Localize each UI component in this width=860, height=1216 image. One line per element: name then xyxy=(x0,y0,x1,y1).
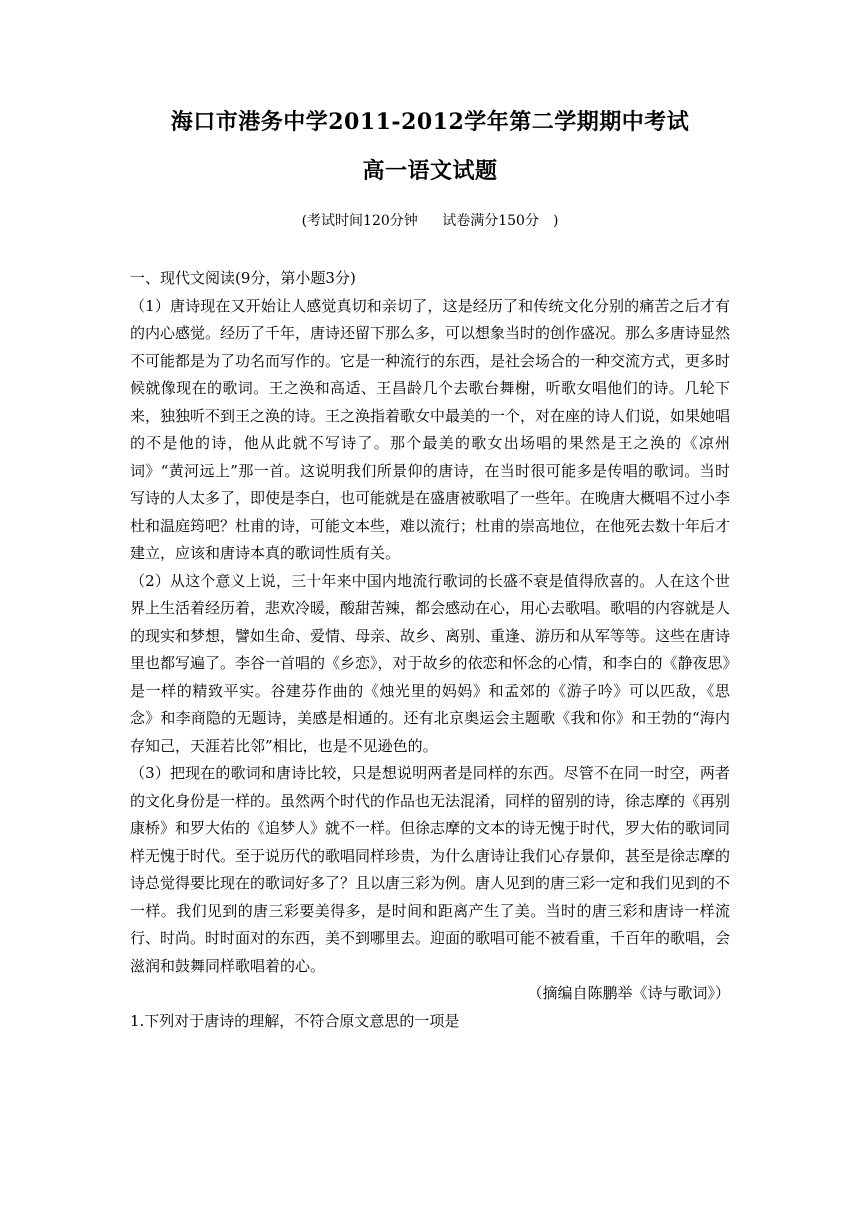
paragraph-3: （3）把现在的歌词和唐诗比较，只是想说明两者是同样的东西。尽管不在同一时空，两者的文化身份是一样的。虽然两个时代的作品也无法混淆，同样的留别的诗，徐志摩的《再别康桥》和罗大佑的《追梦人》就不一样。但徐志摩的文本的诗无愧于时代，罗大佑的歌词同样无愧于时代。至于说历代的歌唱同样珍贵，为什么唐诗让我们心存景仰，甚至是徐志摩的诗总觉得要比现在的歌词好多了？且以唐三彩为例。唐人见到的唐三彩一定和我们见到的不一样。我们见到的唐三彩要美得多，是时间和距离产生了美。当时的唐三彩和唐诗一样流行、时尚。时时面对的东西，美不到哪里去。迎面的歌唱可能不被看重，千百年的歌唱，会滋润和鼓舞同样歌唱着的心。 xyxy=(130,764,731,975)
full-score: 试卷满分150分 ) xyxy=(442,213,559,229)
exam-info xyxy=(0,210,860,230)
exam-subtitle: 高一语文试题 xyxy=(362,158,498,184)
exam-title: 海口市港务中学2011-2012学年第二学期期中考试 xyxy=(170,109,690,135)
paragraph-2: （2）从这个意义上说，三十年来中国内地流行歌词的长盛不衰是值得欣喜的。人在这个世界上生活着经历着，悲欢冷暖，酸甜苦辣，都会感动在心，用心去歌唱。歌唱的内容就是人的现实和梦想，譬如生命、爱情、母亲、故乡、离别、重逢、游历和从军等等。这些在唐诗里也都写遍了。李谷一首唱的《乡恋》，对于故乡的依恋和怀念的心情，和李白的《静夜思》是一样的精致平实。谷建芬作曲的《烛光里的妈妈》和孟郊的《游子吟》可以匹敌，《思念》和李商隐的无题诗，美感是相通的。还有北京奥运会主题歌《我和你》和王勃的“海内存知己，天涯若比邻”相比，也是不见逊色的。 xyxy=(130,571,731,755)
paragraph-1: （1）唐诗现在又开始让人感觉真切和亲切了，这是经历了和传统文化分别的痛苦之后才有的内心感觉。经历了千年，唐诗还留下那么多，可以想象当时的创作盛况。那么多唐诗显然不可能都是为了功名而写作的。它是一种流行的东西，是社会场合的一种交流方式，更多时候就像现在的歌词。王之涣和高适、王昌龄几个去歌台舞榭，听歌女唱他们的诗。几轮下来，独独听不到王之涣的诗。王之涣指着歌女中最美的一个，对在座的诗人们说，如果她唱的不是他的诗，他从此就不写诗了。那个最美的歌女出场唱的果然是王之涣的《凉州词》“黄河远上”那一首。这说明我们所景仰的唐诗，在当时很可能多是传唱的歌词。当时写诗的人太多了，即使是李白，也可能就是在盛唐被歌唱了一些年。在晚唐大概唱不过小李杜和温庭筠吧？杜甫的诗，可能文本些，难以流行；杜甫的崇高地位，在他死去数十年后才建立，应该和唐诗本真的歌词性质有关。 xyxy=(130,296,731,562)
reading-section xyxy=(130,265,730,1035)
question-1: 1.下列对于唐诗的理解，不符合原文意思的一项是 xyxy=(130,1011,460,1030)
section-heading: 一、现代文阅读(9分，第小题3分) xyxy=(130,269,356,287)
source-citation: （摘编自陈鹏举《诗与歌词》） xyxy=(527,984,730,1002)
exam-time: (考试时间120分钟 xyxy=(301,213,418,229)
